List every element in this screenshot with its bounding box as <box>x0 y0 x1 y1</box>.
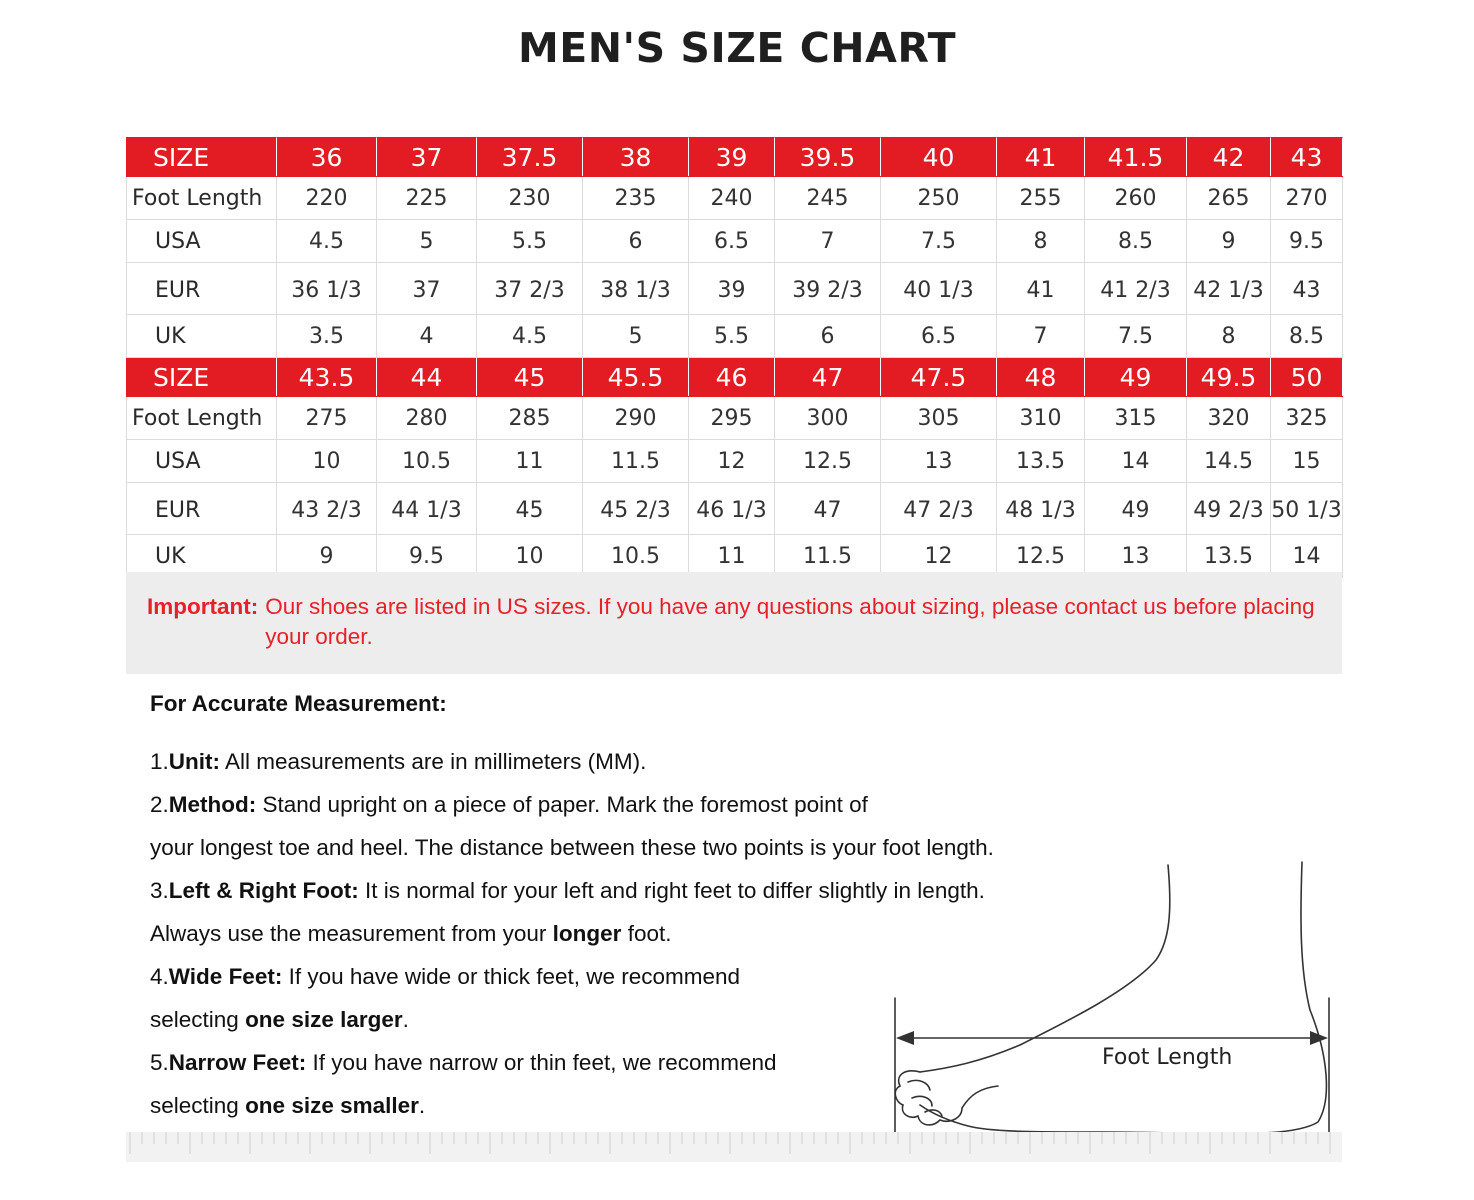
size-cell: 43.5 <box>277 358 377 397</box>
eur-cell: 38 1/3 <box>583 263 689 315</box>
eur-cell: 43 2/3 <box>277 483 377 535</box>
guide-lr-text2a: Always use the measurement from your <box>150 921 553 946</box>
usa-cell: 6 <box>583 220 689 263</box>
size-cell: 49 <box>1085 358 1187 397</box>
guide-lr-label: Left & Right Foot: <box>168 878 359 903</box>
foot-length-cell: 285 <box>477 397 583 440</box>
foot-length-cell: 280 <box>377 397 477 440</box>
eur-cell: 49 <box>1085 483 1187 535</box>
uk-row-label: UK <box>127 315 277 358</box>
size-cell: 38 <box>583 138 689 177</box>
uk-cell: 6.5 <box>881 315 997 358</box>
ruler-strip <box>126 1132 1342 1162</box>
eur-cell: 44 1/3 <box>377 483 477 535</box>
toe-lines <box>908 1080 942 1116</box>
eur-cell: 47 2/3 <box>881 483 997 535</box>
guide-wide-text2a: selecting <box>150 1007 246 1032</box>
usa-cell: 7 <box>775 220 881 263</box>
eur-cell: 37 <box>377 263 477 315</box>
uk-cell: 5 <box>583 315 689 358</box>
guide-unit-label: Unit: <box>168 749 220 774</box>
uk-cell: 7.5 <box>1085 315 1187 358</box>
foot-length-cell: 320 <box>1187 397 1271 440</box>
uk-cell: 8 <box>1187 315 1271 358</box>
foot-length-cell: 225 <box>377 177 477 220</box>
usa-cell: 4.5 <box>277 220 377 263</box>
uk-cell: 7 <box>997 315 1085 358</box>
guide-unit-num: 1. <box>150 749 169 774</box>
guide-method-cont: your longest toe and heel. The distance between these two points is your foot length. <box>150 835 994 860</box>
important-notice <box>126 572 1342 674</box>
guide-wide-text: If you have wide or thick feet, we recommend <box>282 964 741 989</box>
size-cell: 44 <box>377 358 477 397</box>
eur-cell: 47 <box>775 483 881 535</box>
usa-cell: 12 <box>689 440 775 483</box>
size-cell: 41.5 <box>1085 138 1187 177</box>
eur-cell: 48 1/3 <box>997 483 1085 535</box>
usa-cell: 10 <box>277 440 377 483</box>
eur-cell: 37 2/3 <box>477 263 583 315</box>
size-cell: 45 <box>477 358 583 397</box>
uk-cell: 9.5 <box>377 535 477 578</box>
foot-length-row <box>127 177 1343 220</box>
size-cell: 39 <box>689 138 775 177</box>
usa-cell: 14 <box>1085 440 1187 483</box>
uk-cell: 4.5 <box>477 315 583 358</box>
usa-cell: 13.5 <box>997 440 1085 483</box>
size-cell: 41 <box>997 138 1085 177</box>
guide-wide-label: Wide Feet: <box>168 964 283 989</box>
size-cell: 36 <box>277 138 377 177</box>
eur-row-label: EUR <box>127 483 277 535</box>
size-header-row-label: SIZE <box>127 138 277 177</box>
uk-cell: 10 <box>477 535 583 578</box>
uk-cell: 12 <box>881 535 997 578</box>
guide-narrow-num: 5. <box>150 1050 169 1075</box>
uk-cell: 11.5 <box>775 535 881 578</box>
notice-label: Important: <box>147 594 259 619</box>
guide-narrow-text: If you have narrow or thin feet, we recommend <box>306 1050 777 1075</box>
size-cell: 47.5 <box>881 358 997 397</box>
size-cell: 48 <box>997 358 1085 397</box>
foot-length-cell: 305 <box>881 397 997 440</box>
uk-cell: 6 <box>775 315 881 358</box>
eur-cell: 46 1/3 <box>689 483 775 535</box>
uk-cell: 5.5 <box>689 315 775 358</box>
foot-length-cell: 295 <box>689 397 775 440</box>
foot-length-cell: 265 <box>1187 177 1271 220</box>
eur-cell: 50 1/3 <box>1271 483 1343 535</box>
foot-length-cell: 235 <box>583 177 689 220</box>
foot-length-cell: 315 <box>1085 397 1187 440</box>
foot-length-cell: 240 <box>689 177 775 220</box>
usa-cell: 13 <box>881 440 997 483</box>
eur-cell: 49 2/3 <box>1187 483 1271 535</box>
size-cell: 43 <box>1271 138 1343 177</box>
size-cell: 46 <box>689 358 775 397</box>
size-header-row-label: SIZE <box>127 358 277 397</box>
usa-cell: 15 <box>1271 440 1343 483</box>
guide-wide-text2c: . <box>402 1007 409 1032</box>
size-cell: 50 <box>1271 358 1343 397</box>
toes-outline <box>895 1071 998 1125</box>
usa-row <box>127 440 1343 483</box>
usa-cell: 8.5 <box>1085 220 1187 263</box>
foot-length-cell: 290 <box>583 397 689 440</box>
foot-length-cell: 255 <box>997 177 1085 220</box>
size-cell: 47 <box>775 358 881 397</box>
foot-length-cell: 325 <box>1271 397 1343 440</box>
size-cell: 42 <box>1187 138 1271 177</box>
foot-length-cell: 250 <box>881 177 997 220</box>
guide-lr-text2c: foot. <box>621 921 672 946</box>
usa-row-label: USA <box>127 220 277 263</box>
usa-cell: 12.5 <box>775 440 881 483</box>
usa-cell: 8 <box>997 220 1085 263</box>
eur-row-label: EUR <box>127 263 277 315</box>
page-title: MEN'S SIZE CHART <box>517 24 957 72</box>
usa-cell: 5 <box>377 220 477 263</box>
guide-wide-text2b: one size larger <box>245 1007 403 1032</box>
foot-length-cell: 300 <box>775 397 881 440</box>
usa-row-label: USA <box>127 440 277 483</box>
guide-wide-num: 4. <box>150 964 169 989</box>
guide-narrow-text2a: selecting <box>150 1093 246 1118</box>
uk-row <box>127 315 1343 358</box>
usa-cell: 14.5 <box>1187 440 1271 483</box>
usa-cell: 7.5 <box>881 220 997 263</box>
eur-cell: 43 <box>1271 263 1343 315</box>
eur-cell: 39 <box>689 263 775 315</box>
guide-lr-text: It is normal for your left and right feet to differ slightly in length. <box>358 878 985 903</box>
usa-cell: 11.5 <box>583 440 689 483</box>
arrow-right-icon <box>1310 1031 1328 1045</box>
eur-cell: 45 <box>477 483 583 535</box>
usa-cell: 9.5 <box>1271 220 1343 263</box>
uk-row-label: UK <box>127 535 277 578</box>
foot-length-cell: 270 <box>1271 177 1343 220</box>
foot-length-cell: 245 <box>775 177 881 220</box>
notice-text: Our shoes are listed in US sizes. If you have any questions about sizing, please contact us before placing your order. <box>265 594 1315 649</box>
uk-cell: 13 <box>1085 535 1187 578</box>
uk-cell: 4 <box>377 315 477 358</box>
guide-lr-text2b: longer <box>552 921 622 946</box>
size-cell: 40 <box>881 138 997 177</box>
foot-length-cell: 230 <box>477 177 583 220</box>
foot-length-row-label: Foot Length <box>127 397 277 440</box>
heel-outline <box>920 862 1326 1134</box>
size-cell: 37.5 <box>477 138 583 177</box>
foot-length-row-label: Foot Length <box>127 177 277 220</box>
foot-length-cell: 275 <box>277 397 377 440</box>
guide-method-num: 2. <box>150 792 169 817</box>
uk-cell: 13.5 <box>1187 535 1271 578</box>
size-header-row <box>127 358 1343 397</box>
guide-narrow-text2b: one size smaller <box>245 1093 419 1118</box>
foot-length-cell: 220 <box>277 177 377 220</box>
guide-method <box>150 783 1150 826</box>
foot-length-cell: 310 <box>997 397 1085 440</box>
usa-cell: 5.5 <box>477 220 583 263</box>
eur-cell: 42 1/3 <box>1187 263 1271 315</box>
eur-row <box>127 483 1343 535</box>
guide-unit-text: All measurements are in millimeters (MM). <box>220 749 647 774</box>
guide-lr-num: 3. <box>150 878 169 903</box>
size-header-row <box>127 138 1343 177</box>
foot-illustration <box>870 850 1350 1150</box>
eur-cell: 40 1/3 <box>881 263 997 315</box>
guide-narrow-label: Narrow Feet: <box>168 1050 307 1075</box>
eur-row <box>127 263 1343 315</box>
eur-cell: 39 2/3 <box>775 263 881 315</box>
leg-outline <box>920 865 1170 1072</box>
size-cell: 45.5 <box>583 358 689 397</box>
eur-cell: 45 2/3 <box>583 483 689 535</box>
foot-length-row <box>127 397 1343 440</box>
uk-cell: 3.5 <box>277 315 377 358</box>
eur-cell: 41 <box>997 263 1085 315</box>
guide-method-text: Stand upright on a piece of paper. Mark the foremost point of <box>256 792 868 817</box>
size-cell: 37 <box>377 138 477 177</box>
uk-cell: 12.5 <box>997 535 1085 578</box>
uk-cell: 14 <box>1271 535 1343 578</box>
size-table <box>126 137 1343 578</box>
size-cell: 39.5 <box>775 138 881 177</box>
guide-heading: For Accurate Measurement: <box>150 691 447 716</box>
size-cell: 49.5 <box>1187 358 1271 397</box>
guide-narrow-text2c: . <box>418 1093 426 1118</box>
eur-cell: 41 2/3 <box>1085 263 1187 315</box>
guide-unit <box>150 740 1150 783</box>
uk-cell: 10.5 <box>583 535 689 578</box>
eur-cell: 36 1/3 <box>277 263 377 315</box>
foot-length-cell: 260 <box>1085 177 1187 220</box>
usa-cell: 9 <box>1187 220 1271 263</box>
uk-cell: 9 <box>277 535 377 578</box>
uk-cell: 8.5 <box>1271 315 1343 358</box>
guide-method-label: Method: <box>168 792 257 817</box>
usa-cell: 11 <box>477 440 583 483</box>
usa-cell: 10.5 <box>377 440 477 483</box>
usa-row <box>127 220 1343 263</box>
usa-cell: 6.5 <box>689 220 775 263</box>
uk-cell: 11 <box>689 535 775 578</box>
arrow-left-icon <box>896 1031 914 1045</box>
foot-length-label: Foot Length <box>1102 1045 1233 1070</box>
